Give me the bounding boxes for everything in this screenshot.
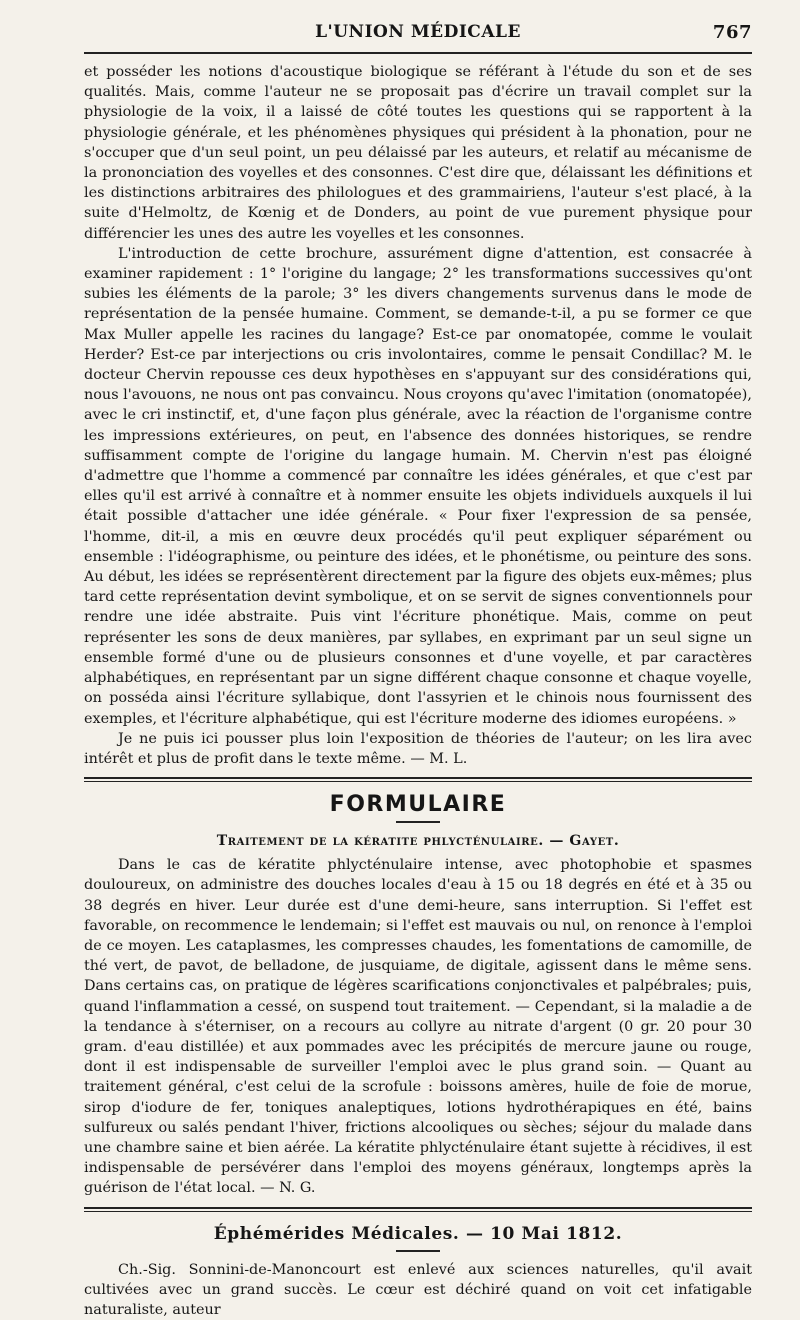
running-title: L'UNION MÉDICALE [315, 22, 521, 42]
heading-rule [396, 1250, 440, 1252]
review-paragraph: et posséder les notions d'acoustique biologique se référant à l'étude du son et de ses qualités. Mais, comme l'auteur ne se proposait pas d'écrire un travail complet sur la physiologie de la voix, il a laissé de côté toutes les questions qui se rapportent à la physiologie générale, et les phénomènes physiques qui président à la phonation, pour ne s'occuper que d'un seul point, un peu délaissé par les auteurs, et relatif au mécanisme de la prononciation des voyelles et des consonnes. C'est dire que, délaissant les définitions et les distinctions arbitraires des philologues et des grammairiens, l'auteur s'est placé, à la suite d'Helmoltz, de Kœnig et de Donders, au point de vue purement physique pour différencier les unes des autre les voyelles et les consonnes. [84, 64, 752, 242]
page-number: 767 [712, 22, 752, 43]
formulaire-heading: FORMULAIRE [329, 792, 507, 818]
review-paragraph: Je ne puis ici pousser plus loin l'exposition de théories de l'auteur; on les lira avec intérêt et plus de profit dans le texte même. — M. L. [84, 730, 752, 767]
ephemerides-paragraph: Ch.-Sig. Sonnini-de-Manoncourt est enlevé aux sciences naturelles, qu'il avait cultivées avec un grand succès. Le cœur est déchiré quand on voit cet infatigable naturaliste, auteur [84, 1261, 752, 1318]
section-divider [84, 777, 752, 782]
formulaire-paragraph: Dans le cas de kératite phlycténulaire intense, avec photophobie et spasmes douloureux, on administre des douches locales d'eau à 15 ou 18 degrés en été et à 35 ou 38 degrés en hiver. Leur durée est d'une demi-heure, sans interruption. Si l'effet est favorable, on recommence le lendemain; si l'effet est mauvais ou nul, on renonce à l'emploi de ce moyen. Les cataplasmes, les compresses chaudes, les fomentations de camomille, de thé vert, de pavot, de belladone, de jusquiame, de digitale, agissent dans le même sens. Dans certains cas, on pratique de légères scarifications conjonctivales et palpébrales; puis, quand l'inflammation a cessé, on suspend tout traitement. — Cependant, si la maladie a de la tendance à s'éterniser, on a recours au collyre au nitrate d'argent (0 gr. 20 pour 30 gram. d'eau distillée) et aux pommades avec les précipités de mercure jaune ou rouge, dont il est indispensable de surveiller l'emploi avec le plus grand soin. — Quant au traitement général, c'est celui de la scrofule : boissons amères, huile de foie de morue, sirop d'iodure de fer, toniques analeptiques, lotions hydrothérapiques en été, bains sulfureux ou salés pendant l'hiver, frictions alcooliques ou sèches; séjour du malade dans une chambre saine et bien aérée. La kératite phlycténulaire étant sujette à récidives, il est indispensable de persévérer dans l'emploi des moyens généraux, longtemps après la guérison de l'état local. — N. G. [84, 857, 752, 1197]
ephemerides-heading: Éphémérides Médicales. — 10 Mai 1812. [213, 1223, 623, 1244]
review-paragraph: L'introduction de cette brochure, assurément digne d'attention, est consacrée à examiner rapidement : 1° l'origine du langage; 2° les transformations successives qu'ont subies les éléments de la parole; 3° les divers changements survenus dans le mode de représentation de la pensée humaine. Comment, se demande-t-il, a pu se former ce que Max Muller appelle les racines du langage? Est-ce par onomatopée, comme le voulait Herder? Est-ce par interjections ou cris involontaires, comme le pensait Condillac? M. le docteur Chervin repousse ces deux hypothèses en s'appuyant sur des considérations qui, nous l'avouons, ne nous ont pas convaincu. Nous croyons qu'avec l'imitation (onomatopée), avec le cri instinctif, et, d'une façon plus générale, avec la réaction de l'organisme contre les impressions extérieures, on peut, en l'absence des données historiques, se rendre suffisamment compte de l'origine du langage humain. M. Chervin n'est pas éloigné d'admettre que l'homme a commencé par connaître les idées générales, et que c'est par elles qu'il est arrivé à connaître et à nommer ensuite les objets individuels auxquels il lui était possible d'attacher une idée générale. « Pour fixer l'expression de sa pensée, l'homme, dit-il, a mis en œuvre deux procédés qu'il peut expliquer séparément ou ensemble : l'idéographisme, ou peinture des idées, et le phonétisme, ou peinture des sons. Au début, les idées se représentèrent directement par la figure des objets eux-mêmes; plus tard cette représentation devint symbolique, et on se servit de signes conventionnels pour rendre une idée abstraite. Puis vint l'écriture phonétique. Mais, comme on peut représenter les sons de deux manières, par syllabes, en exprimant par un seul signe un ensemble formé d'une ou de plusieurs consonnes et d'une voyelle, et par caractères alphabétiques, en représentant par un signe différent chaque consonne et chaque voyelle, on posséda ainsi l'écriture syllabique, dont l'assyrien et le chinois nous fournissent des exemples, et l'écriture alphabétique, qui est l'écriture moderne des idiomes européens. » [84, 245, 752, 727]
formulaire-subheading: Traitement de la kératite phlycténulaire. — Gayet. [216, 833, 620, 850]
header-rule [84, 52, 752, 54]
section-divider [84, 1207, 752, 1212]
heading-rule [396, 821, 440, 823]
running-header [84, 18, 752, 48]
